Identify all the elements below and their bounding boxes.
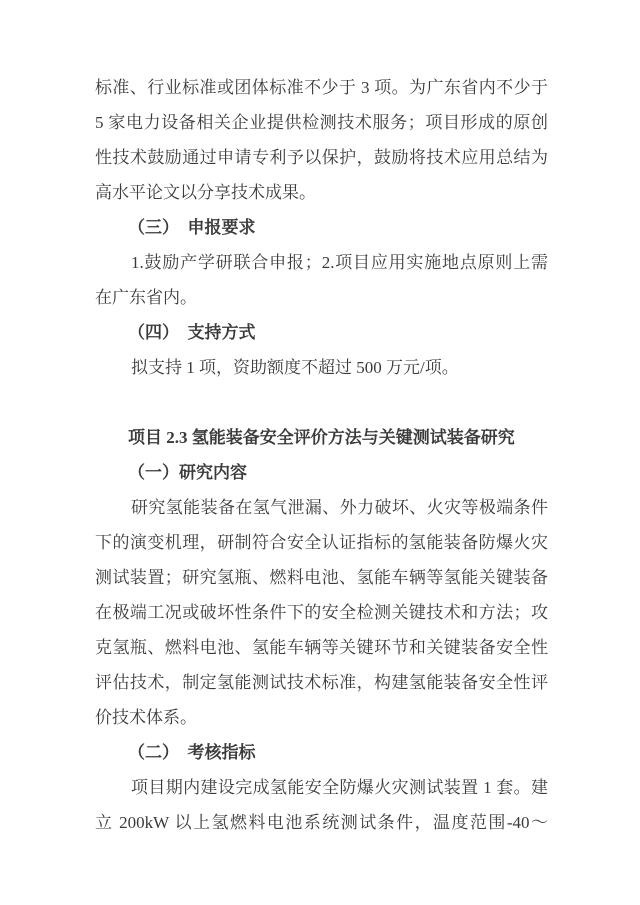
heading-section-4-support-method: （四） 支持方式 xyxy=(128,323,256,342)
text-line: 测试装置；研究氢瓶、燃料电池、氢能车辆等氢能关键装备 xyxy=(95,568,548,587)
paragraph-application-requirements xyxy=(95,245,548,315)
text-line: 5 家电力设备相关企业提供检测技术服务；项目形成的原创 xyxy=(95,113,548,132)
heading-section-1-research-content: （一）研究内容 xyxy=(128,463,247,482)
paragraph-standards-continuation xyxy=(95,70,548,210)
text-line: 性技术鼓励通过申请专利予以保护，鼓励将技术应用总结为 xyxy=(95,148,548,167)
text-line: 克氢瓶、燃料电池、氢能车辆等关键环节和关键装备安全性 xyxy=(95,638,548,657)
paragraph-research-content xyxy=(95,490,548,735)
text-line: 拟支持 1 项，资助额度不超过 500 万元/项。 xyxy=(131,358,459,377)
text-line: 立 200kW 以上氢燃料电池系统测试条件，温度范围-40～ xyxy=(95,813,548,832)
text-line: 价技术体系。 xyxy=(95,708,197,727)
heading-section-3-application-requirements: （三） 申报要求 xyxy=(128,218,256,237)
paragraph-assessment-indicators xyxy=(95,770,548,840)
text-line: 标准、行业标准或团体标准不少于 3 项。为广东省内不少于 xyxy=(95,78,548,97)
text-line: 项目期内建设完成氢能安全防爆火灾测试装置 1 套。建 xyxy=(131,778,548,797)
heading-section-2-assessment-indicators: （二） 考核指标 xyxy=(128,743,256,762)
text-line: 评估技术，制定氢能测试技术标准，构建氢能装备安全性评 xyxy=(95,673,548,692)
text-line: 高水平论文以分享技术成果。 xyxy=(95,183,316,202)
text-line: 在极端工况或破坏性条件下的安全检测关键技术和方法；攻 xyxy=(95,603,548,622)
document-body xyxy=(95,70,548,840)
project-2-3-title: 项目 2.3 氢能装备安全评价方法与关键测试装备研究 xyxy=(128,428,515,447)
paragraph-support-amount xyxy=(95,350,548,385)
text-line: 下的演变机理，研制符合安全认证指标的氢能装备防爆火灾 xyxy=(95,533,548,552)
text-line: 在广东省内。 xyxy=(95,288,197,307)
blank-line xyxy=(95,385,548,420)
text-line: 研究氢能装备在氢气泄漏、外力破坏、火灾等极端条件 xyxy=(131,498,548,517)
text-line: 1.鼓励产学研联合申报；2.项目应用实施地点原则上需 xyxy=(131,253,548,272)
